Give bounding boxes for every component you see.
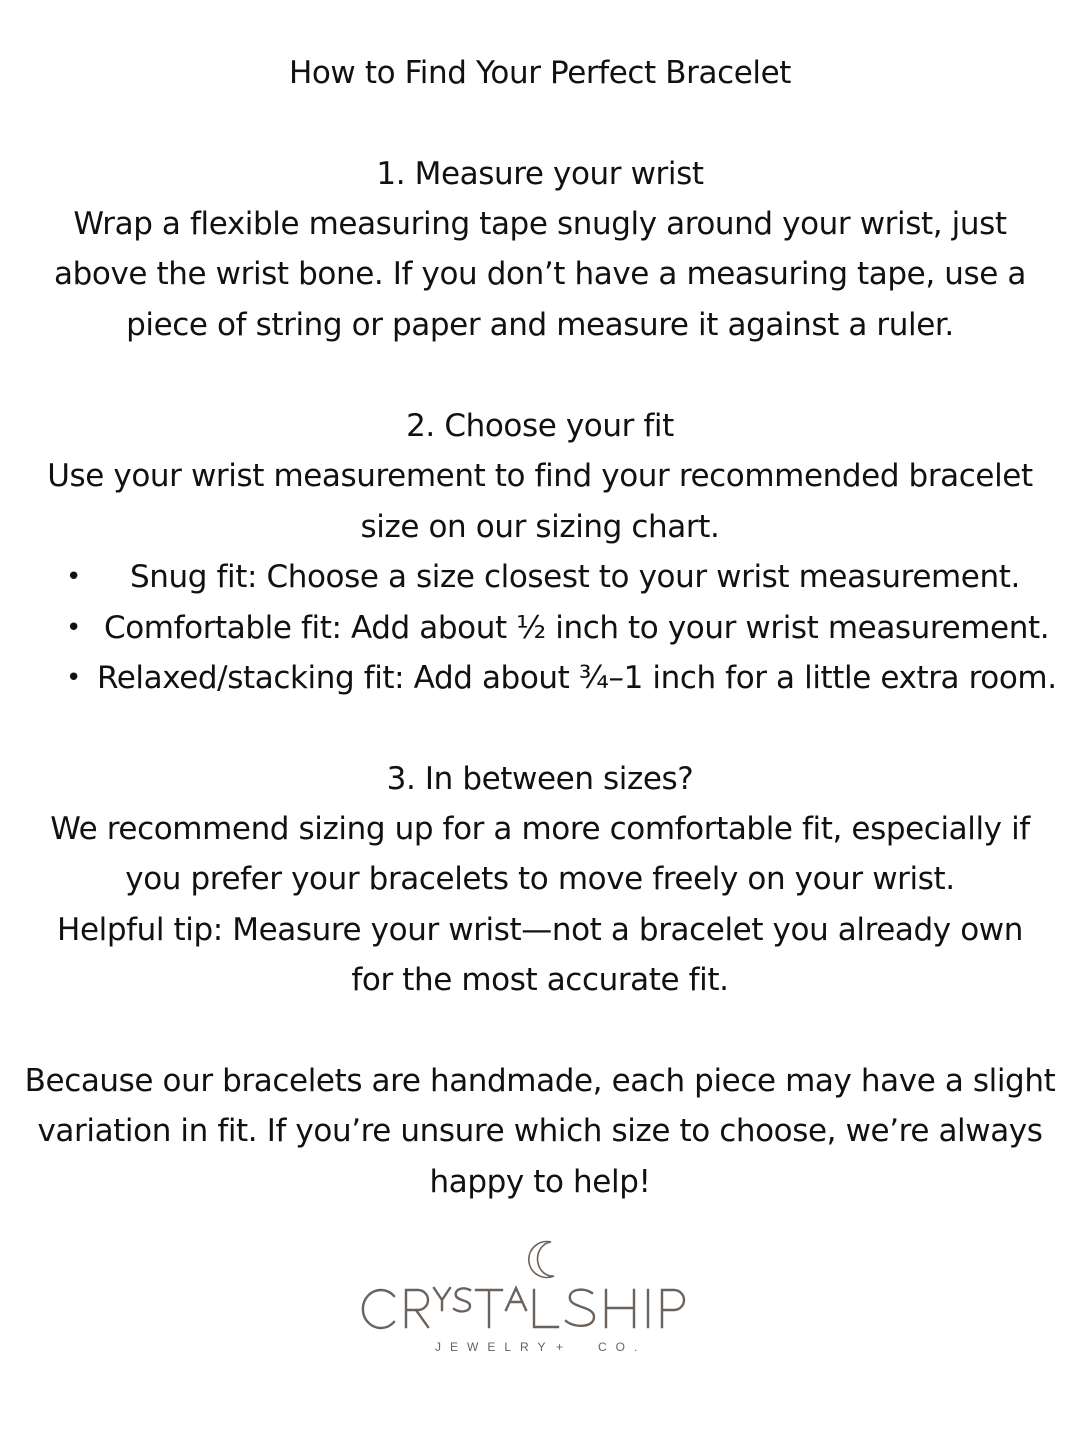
section-1-text-line: piece of string or paper and measure it against a ruler.: [126, 307, 954, 343]
section-3-text-line: you prefer your bracelets to move freely on your wrist.: [125, 861, 955, 897]
svg-text:CO.: CO.: [598, 1340, 647, 1354]
fit-bullet-text: Snug fit: Choose a size closest to your wrist measurement.: [130, 559, 1020, 595]
section-3-heading: 3. In between sizes?: [386, 761, 694, 797]
section-2-heading: 2. Choose your fit: [406, 408, 674, 444]
fit-bullet-text: Comfortable fit: Add about ½ inch to your wrist measurement.: [104, 610, 1050, 646]
bullet-icon: •: [66, 562, 81, 592]
logo-tagline: [435, 1340, 646, 1354]
crescent-moon-icon: [529, 1242, 554, 1278]
section-1-heading: 1. Measure your wrist: [376, 156, 704, 192]
crystal-ship-logo: [330, 1230, 750, 1360]
section-2-text-line: Use your wrist measurement to find your recommended bracelet: [47, 458, 1033, 494]
section-2-text-line: size on our sizing chart.: [360, 509, 720, 545]
helpful-tip-line: for the most accurate fit.: [351, 962, 729, 998]
closing-text-line: happy to help!: [429, 1164, 651, 1200]
page-title: How to Find Your Perfect Bracelet: [288, 55, 792, 91]
section-1-text-line: above the wrist bone. If you don’t have a measuring tape, use a: [54, 256, 1026, 292]
section-1-text-line: Wrap a flexible measuring tape snugly around your wrist, just: [73, 206, 1007, 242]
svg-text:+: +: [556, 1340, 573, 1354]
section-3-text-line: We recommend sizing up for a more comfortable fit, especially if: [50, 811, 1030, 847]
closing-text-line: Because our bracelets are handmade, each piece may have a slight: [24, 1063, 1056, 1099]
closing-text-line: variation in fit. If you’re unsure which size to choose, we’re always: [37, 1113, 1043, 1149]
helpful-tip-line: Helpful tip: Measure your wrist—not a bracelet you already own: [57, 912, 1023, 948]
svg-text:JEWELRY: JEWELRY: [435, 1340, 555, 1354]
bullet-icon: •: [66, 663, 81, 693]
logo-wordmark: [363, 1288, 684, 1328]
fit-bullet-text: Relaxed/stacking fit: Add about ¾–1 inch for a little extra room.: [97, 660, 1057, 696]
bullet-icon: •: [66, 613, 81, 643]
